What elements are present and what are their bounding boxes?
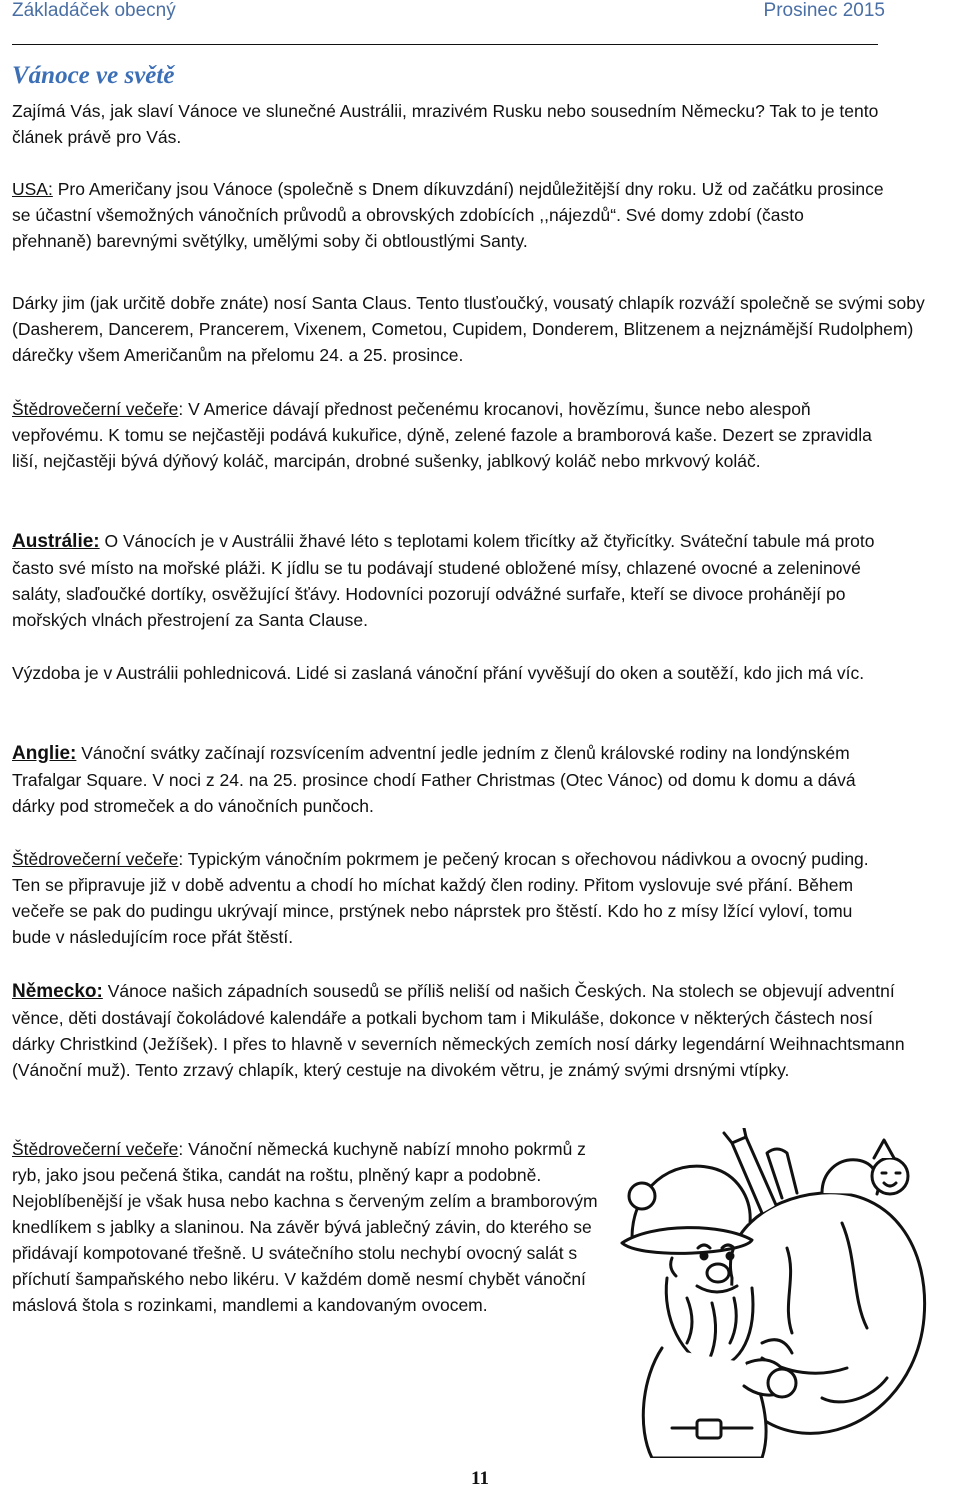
germany-paragraph: [12, 978, 917, 1083]
header-publication: Základáček obecný: [12, 0, 176, 21]
england-paragraph: [12, 740, 887, 819]
germany-dinner-paragraph: [12, 1136, 602, 1318]
england-label: Anglie:: [12, 743, 77, 764]
germany-dinner-label: Štědrovečerní večeře: [12, 1139, 179, 1159]
usa-dinner-label: Štědrovečerní večeře: [12, 399, 179, 419]
page-header: [12, 0, 885, 24]
santa-claus-illustration: [612, 1128, 930, 1458]
usa-paragraph: [12, 176, 887, 254]
australia-paragraph: [12, 528, 902, 633]
england-dinner-label: Štědrovečerní večeře: [12, 849, 179, 869]
australia-text: O Vánocích je v Austrálii žhavé léto s teplotami kolem třicítky až čtyřicítky. Sváteční tabule má proto často své místo na mořské pláži. K jídlu se tu podávají studené obložené mísy, chlazené ovocné a zeleninové saláty, slaďoučké dortíky, osvěžující šťávy. Hodovníci pozorují odvážné surfaře, kteří se divoce prohánějí po mořských vlnách přestrojení za Santa Clause.: [12, 531, 875, 630]
usa-dinner-paragraph: [12, 396, 892, 474]
usa-dinner-text: : V Americe dávají přednost pečenému krocanovi, hovězímu, šunce nebo alespoň vepřovému. K tomu se nejčastěji podává kukuřice, dýně, zelené fazole a bramborová kaše. Dezert se zpravidla liší, nejčastěji bývá dýňový koláč, marcipán, drobné sušenky, jablkový koláč nebo mrkvový koláč.: [12, 399, 872, 471]
germany-text: Vánoce našich západních sousedů se příliš neliší od našich Českých. Na stolech se objevují adventní věnce, děti dostávají čokoládové kalendáře a potkali bychom tam i Mikuláše, dokonce v některých částech nosí dárky Christkind (Ježíšek). I přes to hlavně v severních německých zemích nosí dárky legendární Weihnachtsmann (Vánoční muž). Tento zrzavý chlapík, který cestuje na divokém větru, je známý svými drsnými vtípky.: [12, 981, 905, 1080]
page-number: 11: [471, 1468, 489, 1489]
usa-santa-paragraph: Dárky jim (jak určitě dobře znáte) nosí Santa Claus. Tento tlusťoučký, vousatý chlapík rozváží společně se svými soby (Dasherem, Dancerem, Prancerem, Vixenem, Cometou, Cupidem, Donderem, Blitzenem a nejznámější Rudolphem) dárečky všem Američanům na přelomu 24. a 25. prosince.: [12, 293, 925, 365]
england-dinner-text: : Typickým vánočním pokrmem je pečený krocan s ořechovou nádivkou a ovocný puding. Ten se připravuje již v době adventu a chodí ho míchat každý člen rodiny. Přitom vyslovuje své přání. Během večeře se pak do pudingu ukrývají mince, prstýnek nebo náprstek pro štěstí. Kdo ho z mísy lžící vyloví, tomu bude v následujícím roce přát štěstí.: [12, 849, 869, 947]
germany-dinner-text: : Vánoční německá kuchyně nabízí mnoho pokrmů z ryb, jako jsou pečená štika, candát na roštu, plněný kapr a podobně. Nejoblíbenější je však husa nebo kachna s červeným zelím a bramborovým knedlíkem s jablky a slaninou. Na závěr bývá jablečný závin, do kterého se přidávají kompotované třešně. U svátečního stolu nechybí ovocný salát s příchutí šampaňského nebo likéru. V každém domě nesmí chybět vánoční máslová štola s rozinkami, mandlemi a kandovaným ovocem.: [12, 1139, 598, 1315]
usa-label: USA:: [12, 179, 53, 199]
germany-label: Německo:: [12, 981, 103, 1002]
usa-text: Pro Američany jsou Vánoce (společně s Dnem díkuvzdání) nejdůležitější dny roku. Už od začátku prosince se účastní všemožných vánočních průvodů a obrovských zdobících ,,nájezdů“. Své domy zdobí (často přehnaně) barevnými světýlky, umělými soby či obtloustlými Santy.: [12, 179, 884, 251]
article-title: Vánoce ve světě: [12, 62, 175, 89]
header-divider: [12, 44, 878, 45]
intro-paragraph: Zajímá Vás, jak slaví Vánoce ve slunečné Austrálii, mrazivém Rusku nebo sousedním Německu? Tak to je tento článek právě pro Vás.: [12, 101, 879, 147]
australia-label: Austrálie:: [12, 531, 100, 552]
england-text: Vánoční svátky začínají rozsvícením adventní jedle jedním z členů královské rodiny na londýnském Trafalgar Square. V noci z 24. na 25. prosince chodí Father Christmas (Otec Vánoc) od domu k domu a dává dárky pod stromeček a do vánočních punčoch.: [12, 743, 856, 816]
england-dinner-paragraph: [12, 846, 892, 950]
header-issue-date: Prosinec 2015: [763, 0, 885, 21]
australia-decor-paragraph: Výzdoba je v Austrálii pohlednicová. Lidé si zaslaná vánoční přání vyvěšují do oken a soutěží, kdo jich má víc.: [12, 663, 865, 683]
